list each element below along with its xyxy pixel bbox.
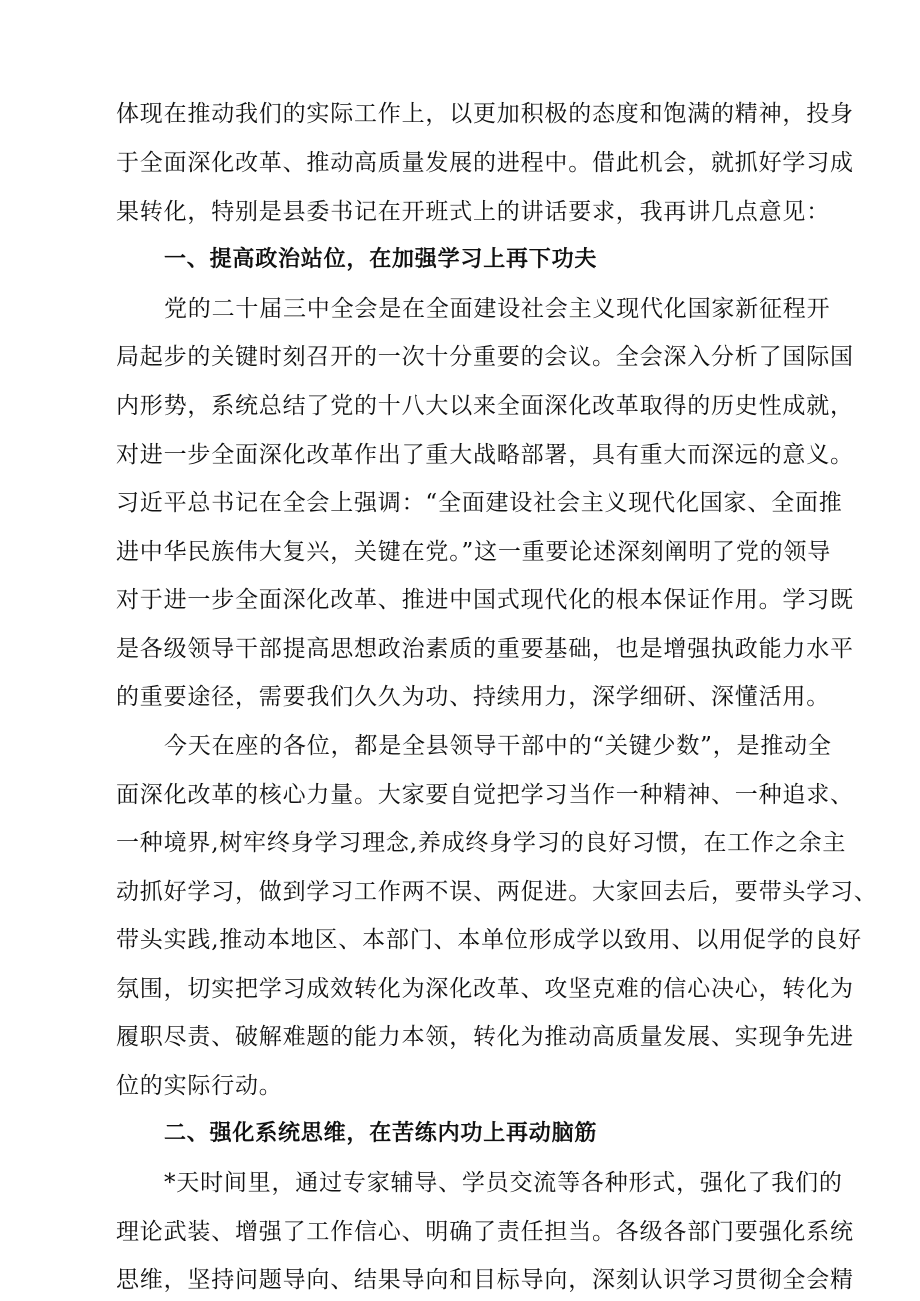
s1-p2-line-7: 履职尽责、破解难题的能力本领，转化为推动高质量发展、实现争先进 bbox=[116, 1024, 854, 1050]
s1-p1-line-6: 进中华民族伟大复兴，关键在党。”这一重要论述深刻阐明了党的领导 bbox=[116, 539, 832, 565]
s2-p1-line-2: 理论武装、增强了工作信心、明确了责任担当。各级各部门要强化系统 bbox=[116, 1219, 854, 1245]
section-1-heading: 一、提高政治站位，在加强学习上再下功夫 bbox=[164, 247, 598, 272]
intro-line-3: 果转化，特别是县委书记在开班式上的讲话要求，我再讲几点意见： bbox=[116, 199, 830, 225]
s1-p1-line-2: 局起步的关键时刻召开的一次十分重要的会议。全会深入分析了国际国 bbox=[116, 344, 854, 370]
s1-p1-line-5: 习近平总书记在全会上强调：“全面建设社会主义现代化国家、全面推 bbox=[116, 490, 843, 516]
s1-p1-line-7: 对于进一步全面深化改革、推进中国式现代化的根本保证作用。学习既 bbox=[116, 587, 854, 613]
s1-p2-line-4: 动抓好学习，做到学习工作两不误、两促进。大家回去后，要带头学习、 bbox=[116, 879, 878, 905]
s1-p1-line-8: 是各级领导干部提高思想政治素质的重要基础，也是增强执政能力水平 bbox=[116, 636, 854, 662]
s1-p1-line-4: 对进一步全面深化改革作出了重大战略部署，具有重大而深远的意义。 bbox=[116, 442, 854, 468]
s1-p1-line-9: 的重要途径，需要我们久久为功、持续用力，深学细研、深懂活用。 bbox=[116, 684, 830, 710]
intro-line-2: 于全面深化改革、推动高质量发展的进程中。借此机会，就抓好学习成 bbox=[116, 150, 854, 176]
s2-p1-line-1: *天时间里，通过专家辅导、学员交流等各种形式，强化了我们的 bbox=[164, 1170, 843, 1196]
s1-p2-line-1: 今天在座的各位，都是全县领导干部中的“关键少数”，是推动全 bbox=[164, 733, 832, 759]
s1-p2-line-6: 氛围，切实把学习成效转化为深化改革、攻坚克难的信心决心，转化为 bbox=[116, 976, 854, 1002]
section-2-heading: 二、强化系统思维，在苦练内功上再动脑筋 bbox=[164, 1121, 598, 1146]
intro-line-1: 体现在推动我们的实际工作上，以更加积极的态度和饱满的精神，投身 bbox=[116, 101, 854, 127]
s2-p1-line-3: 思维，坚持问题导向、结果导向和目标导向，深刻认识学习贯彻全会精 bbox=[116, 1267, 854, 1293]
s1-p1-line-3: 内形势，系统总结了党的十八大以来全面深化改革取得的历史性成就， bbox=[116, 393, 854, 419]
s1-p2-line-2: 面深化改革的核心力量。大家要自觉把学习当作一种精神、一种追求、 bbox=[116, 782, 854, 808]
s1-p2-line-5: 带头实践,推动本地区、本部门、本单位形成学以致用、以用促学的良好 bbox=[116, 927, 862, 953]
s1-p2-line-8: 位的实际行动。 bbox=[116, 1073, 283, 1099]
s1-p1-line-1: 党的二十届三中全会是在全面建设社会主义现代化国家新征程开 bbox=[164, 296, 831, 322]
s1-p2-line-3: 一种境界,树牢终身学习理念,养成终身学习的良好习惯，在工作之余主 bbox=[116, 830, 847, 856]
